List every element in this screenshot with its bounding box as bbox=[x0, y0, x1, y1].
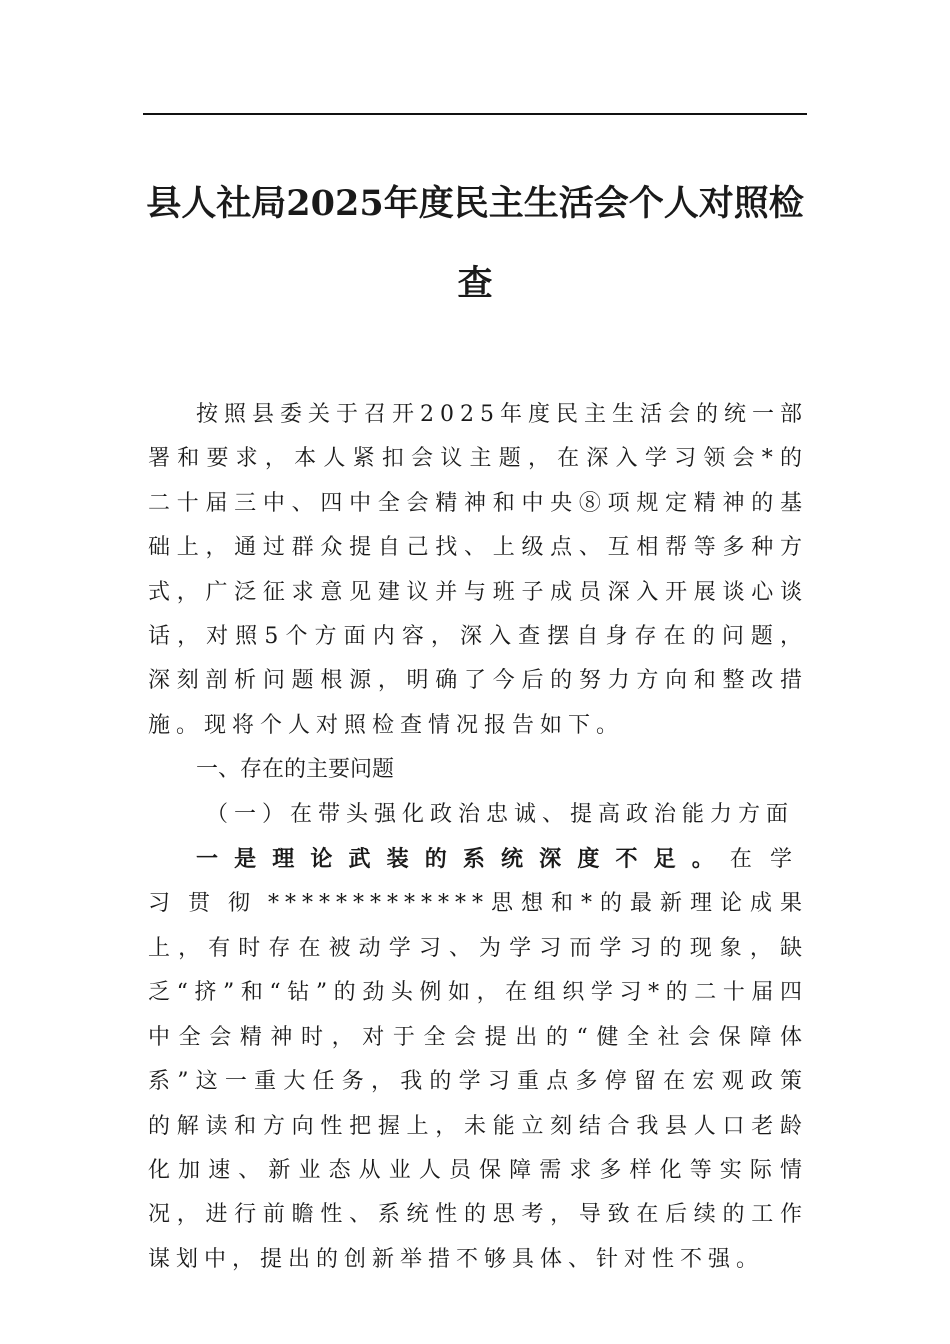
intro-paragraph: 按照县委关于召开2025年度民主生活会的统一部署和要求，本人紧扣会议主题，在深入学习领会*的二十届三中、四中全会精神和中央⑧项规定精神的基础上，通过群众提自己找、上级点、互相帮等多种方式，广泛征求意见建议并与班子成员深入开展谈心谈话，对照5个方面内容，深入查摆自身存在的问题，深刻剖析问题根源，明确了今后的努力方向和整改措施。现将个人对照检查情况报告如下。 bbox=[148, 402, 808, 738]
point-1-paragraph bbox=[148, 837, 808, 1282]
subsection-heading: （一）在带头强化政治忠诚、提高政治能力方面 bbox=[206, 801, 795, 827]
point-1-body: *************思想和*的最新理论成果上，有时存在被动学习、为学习而学习的现象，缺乏“挤”和“钻”的劲头例如，在组织学习*的二十届四中全会精神时，对于全会提出的“健全社会保障体系”这一重大任务，我的学习重点多停留在宏观政策的解读和方向性把握上，未能立刻结合我县人口老龄化加速、新业态从业人员保障需求多样化等实际情况，进行前瞻性、系统性的思考，导致在后续的工作谋划中，提出的创新举措不够具体、针对性不强。 bbox=[148, 891, 808, 1272]
point-1-lead: 一是理论武装的系统深度不足。 bbox=[196, 846, 730, 873]
document-title: 县人社局2025年度民主生活会个人对照检查 bbox=[146, 183, 804, 304]
header-rule bbox=[143, 113, 807, 115]
document-body bbox=[148, 393, 808, 1282]
section-heading: 一、存在的主要问题 bbox=[196, 757, 395, 783]
point-1-lead-tail: 在学习贯彻 bbox=[148, 847, 808, 917]
